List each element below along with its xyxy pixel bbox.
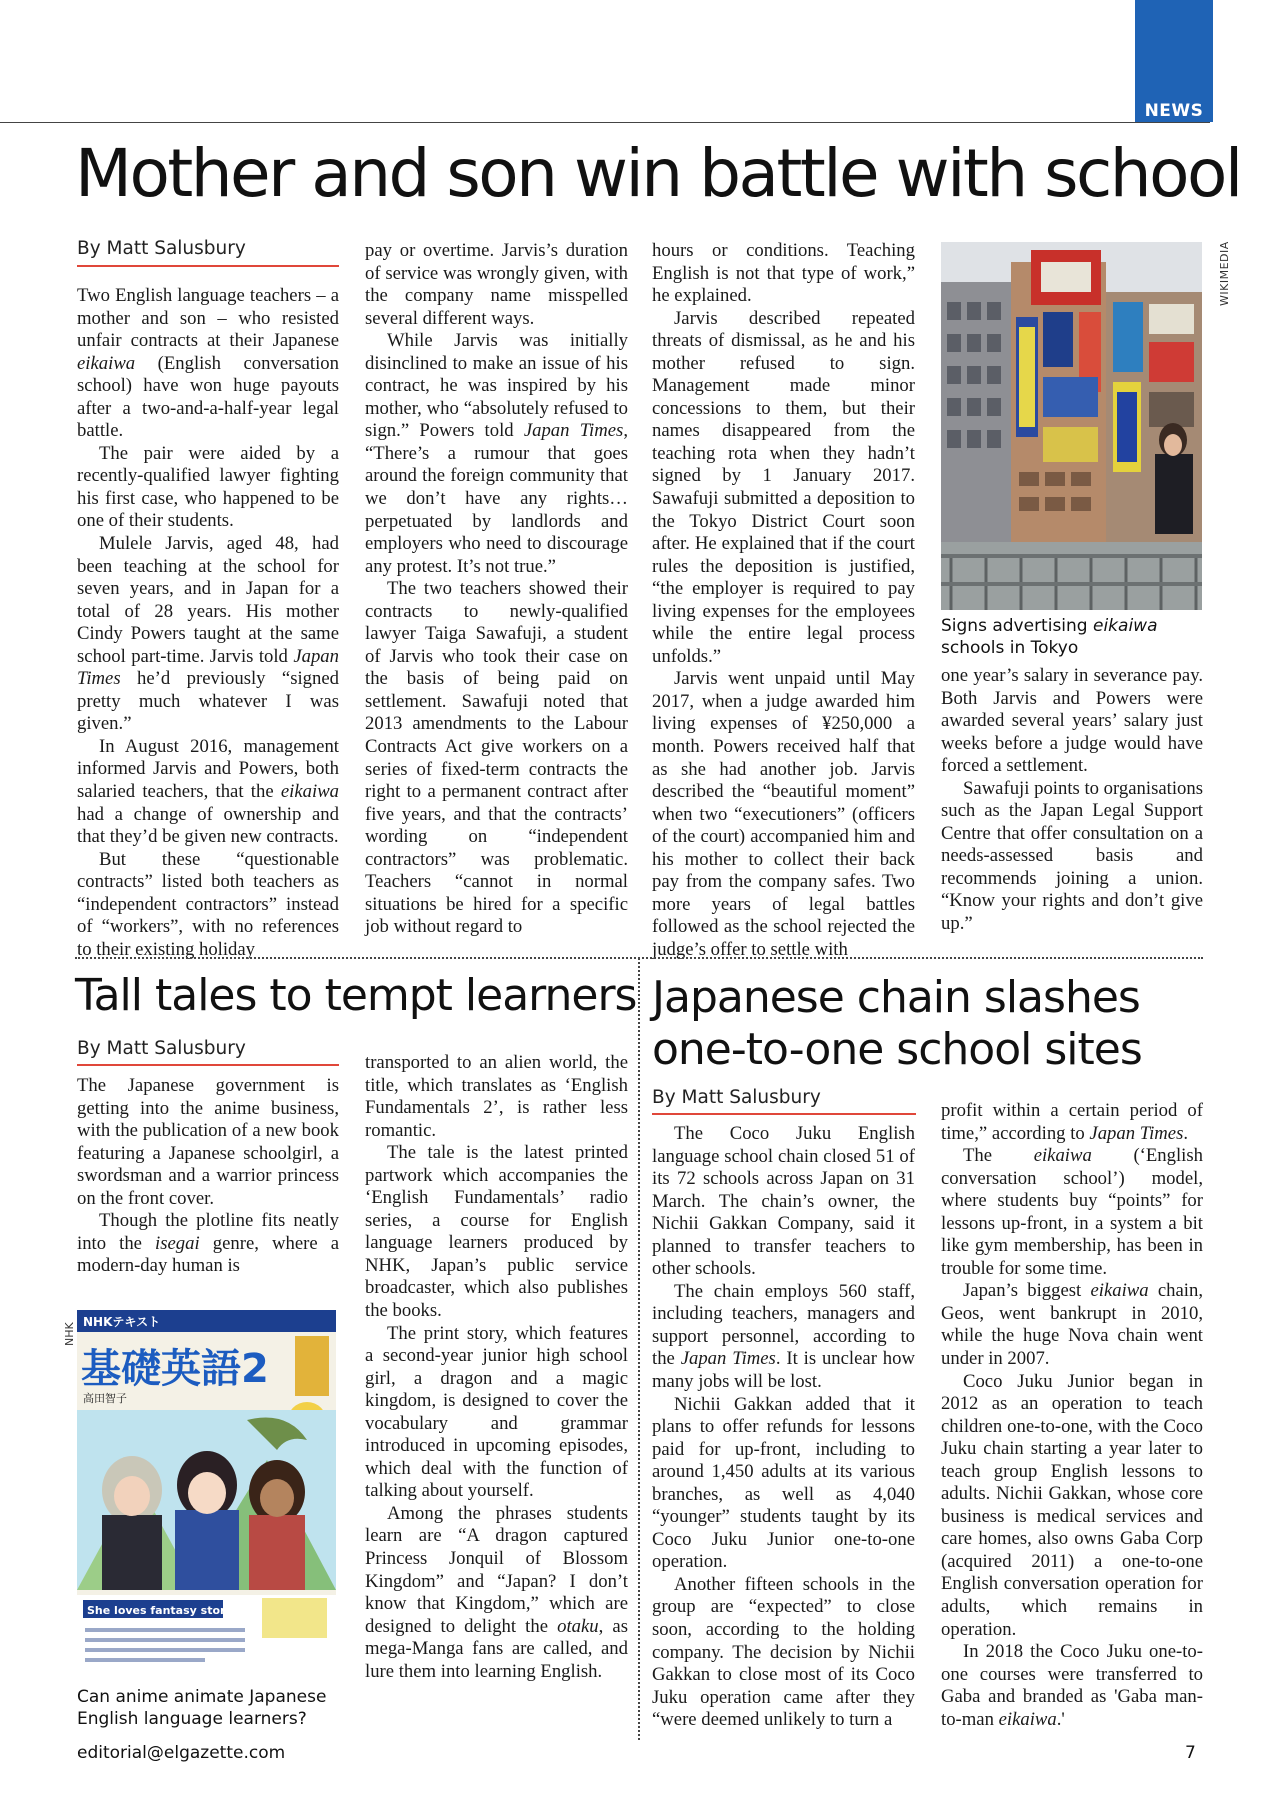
cover-brand: NHKテキスト (83, 1315, 161, 1329)
photo-caption-tokyo: Signs advertising eikaiwa schools in Tokyo (941, 616, 1158, 658)
article2-column-2 (365, 1052, 628, 1683)
cover-title: 基礎英語2 (81, 1346, 269, 1392)
cover-author: 高田智子 (83, 1392, 127, 1405)
paragraph: one year’s salary in severance pay. Both Jarvis and Powers were awarded several years’ salary just weeks before a judge would have forced a settlement. (941, 665, 1203, 777)
headline-japanese-chain: Japanese chain slashes one-to-one school sites (652, 972, 1142, 1075)
book-cover-image (77, 1310, 336, 1672)
paragraph: But these “questionable contracts” listed both teachers as “independent contractors” instead of “workers”, with no references to their existing holiday (77, 848, 339, 960)
paragraph: pay or overtime. Jarvis’s duration of service was wrongly given, with the company name misspelled several different ways. (365, 240, 628, 329)
paragraph: The chain employs 560 staff, including teachers, managers and support personnel, according to the Japan Times. It is unclear how many jobs will be lost. (652, 1280, 915, 1393)
article2-column-1 (77, 1075, 339, 1278)
paragraph: The two teachers showed their contracts to newly-qualified lawyer Taiga Sawafuji, a student of Jarvis who took their case on the basis of being paid on settlement. Sawafuji noted that 2013 amendments to the Labour Contracts Act give workers on a series of fixed-term contracts the right to a permanent contract after five years, and that the contracts’ wording on “independent contractors” was problematic. Teachers “cannot in normal situations be hired for a specific job without regard to (365, 578, 628, 938)
section-tab-label: NEWS (1144, 101, 1204, 121)
image-credit: NHK (63, 1322, 76, 1346)
paragraph: hours or conditions. Teaching English is not that type of work,” he explained. (652, 240, 915, 307)
paragraph: Among the phrases students learn are “A dragon captured Princess Jonquil of Blossom Kingdom” and “Japan? I don’t know that Kingdom,” which are designed to delight the otaku, as mega-Manga fans are called, and lure them into learning English. (365, 1502, 628, 1682)
paragraph: In 2018 the Coco Juku one-to-one courses were transferred to Gaba and branded as 'Gaba man-to-man eikaiwa.' (941, 1641, 1203, 1730)
paragraph: Though the plotline fits neatly into the isegai genre, where a modern-day human is (77, 1210, 340, 1277)
paragraph: Sawafuji points to organisations such as the Japan Legal Support Centre that offer consultation on a needs-assessed basis and recommends joining a union. “Know your rights and don’t give up.” (941, 777, 1203, 935)
paragraph: The eikaiwa (‘English conversation school’) model, where students buy “points” for lessons up-front, in a system a bit like gym membership, has been in trouble for some time. (941, 1145, 1203, 1279)
paragraph: Japan’s biggest eikaiwa chain, Geos, went bankrupt in 2010, while the huge Nova chain went under in 2007. (941, 1280, 1203, 1370)
byline-article2: By Matt Salusbury (77, 1038, 246, 1059)
paragraph: While Jarvis was initially disinclined to make an issue of his contract, he was inspired by his mother, who “absolutely refused to sign.” Powers told Japan Times, “There’s a rumour that goes around the foreign community that we don’t have any rights… perpetuated by landlords and employers who need to discourage any protest. It’s not true.” (365, 330, 628, 577)
article1-column-1 (77, 285, 339, 961)
paragraph: Nichii Gakkan added that it plans to offer refunds for lessons paid for up-front, including to around 1,450 adults at its various branches, as well as 4,040 “younger” students taught by its Coco Juku Junior one-to-one operation. (652, 1393, 915, 1573)
tokyo-street-photo (941, 242, 1202, 610)
headline-mother-son: Mother and son win battle with school (75, 135, 1241, 212)
paragraph: The pair were aided by a recently-qualified lawyer fighting his first case, who happened to be one of their students. (77, 442, 339, 532)
byline-rule-article1 (77, 265, 339, 267)
paragraph: Mulele Jarvis, aged 48, had been teaching at the school for seven years, and in Japan for a total of 28 years. His mother Cindy Powers taught at the same school part-time. Jarvis told Japan Times he’d previously “signed pretty much whatever I was given.” (77, 533, 339, 735)
paragraph: profit within a certain period of time,” according to Japan Times. (941, 1100, 1203, 1144)
article3-column-2 (941, 1100, 1203, 1731)
paragraph: The print story, which features a second-year junior high school girl, a dragon and a magic kingdom, is designed to cover the vocabulary and grammar introduced in upcoming episodes, which deal with the function of talking about yourself. (365, 1322, 628, 1502)
footer-email-link[interactable]: editorial@elgazette.com (77, 1743, 286, 1763)
page-number: 7 (1185, 1743, 1196, 1763)
paragraph: Another fifteen schools in the group are “expected” to close soon, according to the holding company. The decision by Nichii Gakkan to close most of its Coco Juku operation came after they “were deemed unlikely to turn a (652, 1573, 915, 1731)
article1-column-4 (941, 665, 1203, 936)
paragraph: transported to an alien world, the title, which translates as ‘English Fundamentals 2’, is rather less romantic. (365, 1052, 628, 1141)
headline-tall-tales: Tall tales to tempt learners (75, 970, 637, 1021)
paragraph: Coco Juku Junior began in 2012 as an operation to teach children one-to-one, with the Coco Juku chain starting a year later to teach group English lessons to adults. Nichii Gakkan, whose core business is medical services and care homes, also owns Gaba Corp (acquired 2011) a one-to-one English conversation operation for adults, which remains in operation. (941, 1370, 1203, 1640)
article3-column-1 (652, 1123, 915, 1732)
cover-tagline: She loves fantasy stories. (87, 1604, 248, 1617)
article1-column-3 (652, 240, 915, 962)
byline-rule-article3 (652, 1113, 916, 1115)
byline-article1: By Matt Salusbury (77, 238, 246, 259)
paragraph: Jarvis went unpaid until May 2017, when a judge awarded him living expenses of ¥250,000 a month. Powers received half that as she had another job. Jarvis described the “beautiful moment” when two “executioners” (officers of the court) accompanied him and his mother to collect their back pay from the company safes. Two more years of legal battles followed as the school rejected the judge’s offer to settle with (652, 668, 915, 960)
paragraph: In August 2016, management informed Jarvis and Powers, both salaried teachers, that the eikaiwa had a change of ownership and that they’d be given new contracts. (77, 735, 339, 848)
byline-article3: By Matt Salusbury (652, 1087, 821, 1108)
paragraph: Jarvis described repeated threats of dismissal, as he and his mother refused to sign. Management made minor concessions to them, but their names disappeared from the teaching rota when they hadn’t signed by 1 January 2017. Sawafuji submitted a deposition to the Tokyo District Court soon after. He explained that if the court rules the deposition is justified, “the employer is required to pay living expenses for the employees while the entire legal process unfolds.” (652, 307, 915, 667)
vertical-divider (638, 958, 640, 1740)
paragraph: The tale is the latest printed partwork which accompanies the ‘English Fundamentals’ radio series, a course for English language learners produced by NHK, Japan’s public service broadcaster, which also publishes the books. (365, 1142, 628, 1322)
paragraph: The Japanese government is getting into the anime business, with the publication of a new book featuring a Japanese schoolgirl, a swordsman and a warrior princess on the front cover. (77, 1075, 339, 1209)
caption-anime: Can anime animate Japanese English language learners? (77, 1687, 327, 1729)
header-rule (0, 122, 1210, 123)
byline-rule-article2 (77, 1064, 339, 1066)
article1-column-2 (365, 240, 628, 939)
photo-credit: WIKIMEDIA (1218, 241, 1231, 306)
paragraph: Two English language teachers – a mother and son – who resisted unfair contracts at their Japanese eikaiwa (English conversation school) have won huge payouts after a two-and-a-half-year legal battle. (77, 285, 339, 442)
paragraph: The Coco Juku English language school chain closed 51 of its 72 schools across Japan on 31 March. The chain’s owner, the Nichii Gakkan Company, said it planned to transfer teachers to other schools. (652, 1123, 915, 1280)
